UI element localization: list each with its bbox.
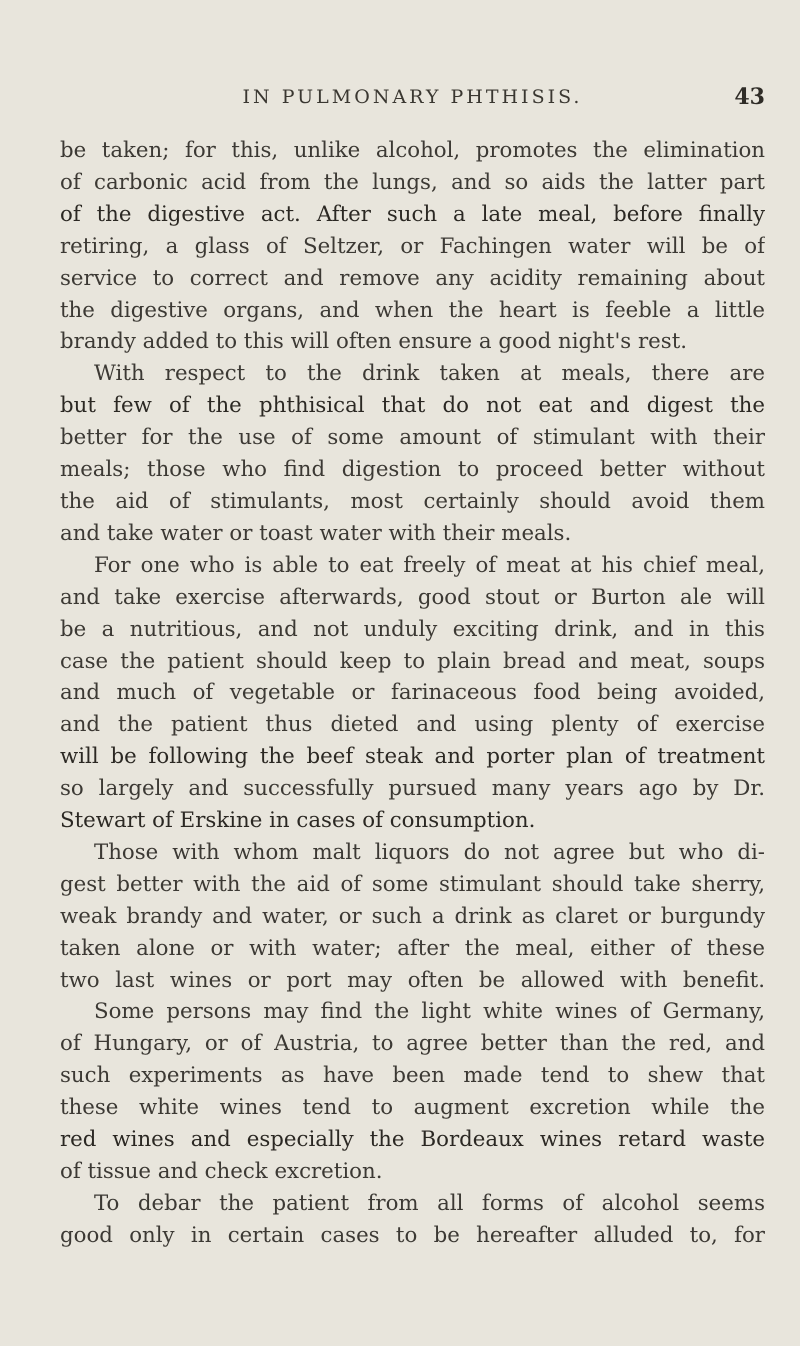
running-title: IN PULMONARY PHTHISIS.: [242, 86, 583, 108]
text-line: the aid of stimulants, most certainly should avoid them: [60, 488, 765, 514]
text-line: two last wines or port may often be allowed with benefit.: [60, 967, 765, 993]
text-line: of carbonic acid from the lungs, and so aids the latter part: [60, 169, 765, 195]
text-line: Those with whom malt liquors do not agree but who di-: [94, 839, 765, 865]
text-line: and much of vegetable or farinaceous food being avoided,: [60, 680, 765, 706]
text-line: and take water or toast water with their meals.: [60, 520, 572, 546]
page-number: 43: [734, 84, 765, 110]
text-line: meals; those who find digestion to proceed better without: [60, 457, 765, 483]
text-line: Some persons may find the light white wines of Germany,: [94, 999, 765, 1025]
text-line: and take exercise afterwards, good stout or Burton ale will: [60, 584, 765, 610]
text-line: be taken; for this, unlike alcohol, promotes the elimination: [60, 138, 765, 163]
text-line: of Hungary, or of Austria, to agree better than the red, and: [60, 1031, 765, 1057]
text-line: these white wines tend to augment excretion while the: [60, 1095, 765, 1121]
text-line: be a nutritious, and not unduly exciting drink, and in this: [60, 616, 765, 642]
text-line: weak brandy and water, or such a drink as claret or burgundy: [60, 903, 765, 929]
text-line: With respect to the drink taken at meals, there are: [94, 361, 765, 387]
text-line: better for the use of some amount of stimulant with their: [60, 425, 765, 451]
text-line: taken alone or with water; after the meal, either of these: [60, 935, 765, 961]
text-line: brandy added to this will often ensure a good night's rest.: [60, 329, 688, 355]
text-line: of tissue and check excretion.: [60, 1159, 383, 1184]
text-line: Stewart of Erskine in cases of consumption.: [60, 808, 536, 834]
text-line: will be following the beef steak and porter plan of treatment: [60, 744, 765, 770]
text-line: so largely and successfully pursued many years ago by Dr.: [60, 776, 765, 802]
text-line: such experiments as have been made tend to shew that: [60, 1063, 765, 1089]
text-line: For one who is able to eat freely of meat at his chief meal,: [94, 552, 765, 578]
body-text: [60, 135, 765, 1252]
running-head: [60, 86, 765, 116]
text-line: case the patient should keep to plain bread and meat, soups: [60, 648, 765, 674]
text-line: To debar the patient from all forms of alcohol seems: [94, 1190, 765, 1216]
text-line: gest better with the aid of some stimulant should take sherry,: [60, 871, 765, 897]
text-line: retiring, a glass of Seltzer, or Fachingen water will be of: [60, 233, 765, 259]
text-line: red wines and especially the Bordeaux wines retard waste: [60, 1127, 765, 1153]
text-line: the digestive organs, and when the heart is feeble a little: [60, 297, 765, 323]
text-line: good only in certain cases to be hereafter alluded to, for: [60, 1222, 765, 1248]
text-line: and the patient thus dieted and using plenty of exercise: [60, 712, 765, 738]
text-line: service to correct and remove any acidity remaining about: [60, 265, 765, 291]
text-line: but few of the phthisical that do not eat and digest the: [60, 393, 765, 419]
text-line: of the digestive act. After such a late meal, before finally: [60, 201, 765, 227]
